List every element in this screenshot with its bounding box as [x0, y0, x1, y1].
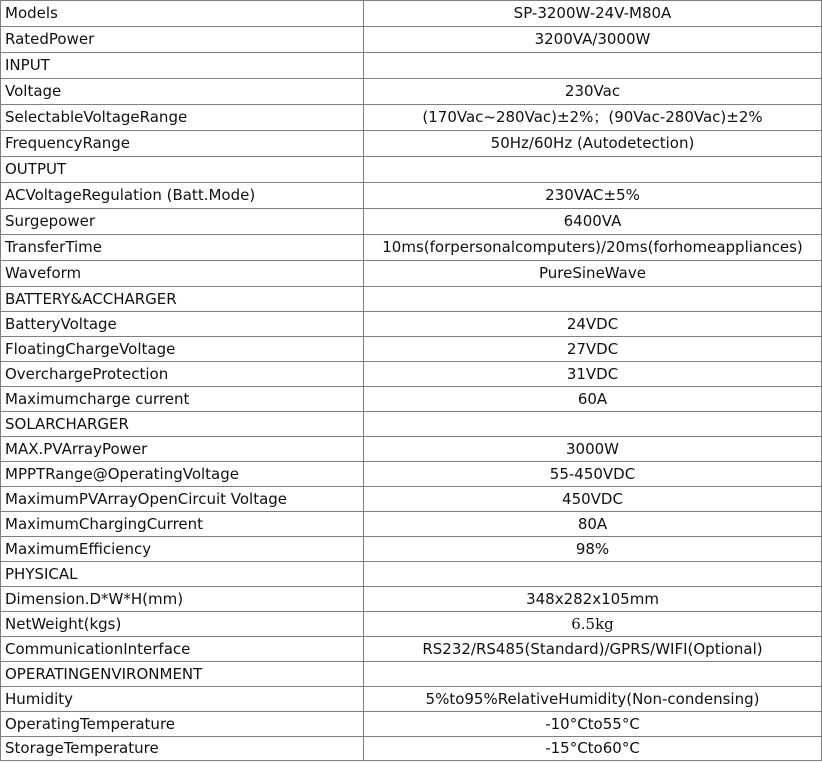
spec-value: RS232/RS485(Standard)/GPRS/WIFI(Optional)	[364, 637, 822, 662]
table-row	[1, 662, 822, 687]
spec-value: 24VDC	[364, 312, 822, 337]
table-row	[1, 712, 822, 737]
table-row	[1, 312, 822, 337]
spec-value: 80A	[364, 512, 822, 537]
table-row	[1, 53, 822, 79]
table-row	[1, 687, 822, 712]
spec-label: ACVoltageRegulation (Batt.Mode)	[1, 183, 364, 209]
spec-label: RatedPower	[1, 27, 364, 53]
table-row	[1, 587, 822, 612]
spec-label: FrequencyRange	[1, 131, 364, 157]
spec-value: -15°Cto60°C	[364, 737, 822, 761]
spec-label: MaximumPVArrayOpenCircuit Voltage	[1, 487, 364, 512]
spec-value: 230VAC±5%	[364, 183, 822, 209]
spec-value	[364, 562, 822, 587]
spec-label: OperatingTemperature	[1, 712, 364, 737]
spec-label: CommunicationInterface	[1, 637, 364, 662]
table-row	[1, 287, 822, 312]
spec-label: Models	[1, 1, 364, 27]
spec-label: Surgepower	[1, 209, 364, 235]
table-row	[1, 131, 822, 157]
spec-value: 450VDC	[364, 487, 822, 512]
spec-label: MAX.PVArrayPower	[1, 437, 364, 462]
table-row	[1, 412, 822, 437]
spec-label: NetWeight(kgs)	[1, 612, 364, 637]
spec-value: -10°Cto55°C	[364, 712, 822, 737]
table-row	[1, 79, 822, 105]
spec-value: 10ms(forpersonalcomputers)/20ms(forhomeappliances)	[364, 235, 822, 261]
spec-label: OPERATINGENVIRONMENT	[1, 662, 364, 687]
spec-label: Waveform	[1, 261, 364, 287]
table-row	[1, 235, 822, 261]
spec-label: FloatingChargeVoltage	[1, 337, 364, 362]
spec-value: 55-450VDC	[364, 462, 822, 487]
spec-label: MaximumEfficiency	[1, 537, 364, 562]
spec-label: OUTPUT	[1, 157, 364, 183]
spec-value	[364, 412, 822, 437]
spec-label: StorageTemperature	[1, 737, 364, 761]
table-row	[1, 737, 822, 761]
spec-table-body	[1, 1, 822, 761]
table-row	[1, 612, 822, 637]
spec-value: 6.5kg	[364, 612, 822, 637]
spec-label: Dimension.D*W*H(mm)	[1, 587, 364, 612]
spec-value: 50Hz/60Hz (Autodetection)	[364, 131, 822, 157]
table-row	[1, 261, 822, 287]
spec-value: SP-3200W-24V-M80A	[364, 1, 822, 27]
spec-value: 5%to95%RelativeHumidity(Non-condensing)	[364, 687, 822, 712]
spec-value: 98%	[364, 537, 822, 562]
table-row	[1, 562, 822, 587]
table-row	[1, 487, 822, 512]
table-row	[1, 183, 822, 209]
spec-label: PHYSICAL	[1, 562, 364, 587]
table-row	[1, 537, 822, 562]
table-row	[1, 637, 822, 662]
spec-value	[364, 157, 822, 183]
spec-label: MaximumChargingCurrent	[1, 512, 364, 537]
spec-value: 3200VA/3000W	[364, 27, 822, 53]
spec-value: 27VDC	[364, 337, 822, 362]
spec-label: SOLARCHARGER	[1, 412, 364, 437]
table-row	[1, 387, 822, 412]
table-row	[1, 105, 822, 131]
table-row	[1, 362, 822, 387]
spec-label: OverchargeProtection	[1, 362, 364, 387]
spec-value	[364, 53, 822, 79]
table-row	[1, 512, 822, 537]
table-row	[1, 337, 822, 362]
spec-label: MPPTRange@OperatingVoltage	[1, 462, 364, 487]
spec-label: Maximumcharge current	[1, 387, 364, 412]
table-row	[1, 209, 822, 235]
table-row	[1, 27, 822, 53]
table-row	[1, 1, 822, 27]
spec-label: Voltage	[1, 79, 364, 105]
spec-label: INPUT	[1, 53, 364, 79]
spec-value: 31VDC	[364, 362, 822, 387]
table-row	[1, 437, 822, 462]
spec-value	[364, 662, 822, 687]
spec-value: 60A	[364, 387, 822, 412]
spec-value: (170Vac~280Vac)±2%；(90Vac-280Vac)±2%	[364, 105, 822, 131]
spec-label: TransferTime	[1, 235, 364, 261]
table-row	[1, 157, 822, 183]
spec-value: 348x282x105mm	[364, 587, 822, 612]
spec-label: BATTERY&ACCHARGER	[1, 287, 364, 312]
spec-value: PureSineWave	[364, 261, 822, 287]
spec-value: 230Vac	[364, 79, 822, 105]
spec-value: 6400VA	[364, 209, 822, 235]
spec-label: BatteryVoltage	[1, 312, 364, 337]
table-row	[1, 462, 822, 487]
spec-value	[364, 287, 822, 312]
spec-label: Humidity	[1, 687, 364, 712]
spec-value: 3000W	[364, 437, 822, 462]
spec-label: SelectableVoltageRange	[1, 105, 364, 131]
